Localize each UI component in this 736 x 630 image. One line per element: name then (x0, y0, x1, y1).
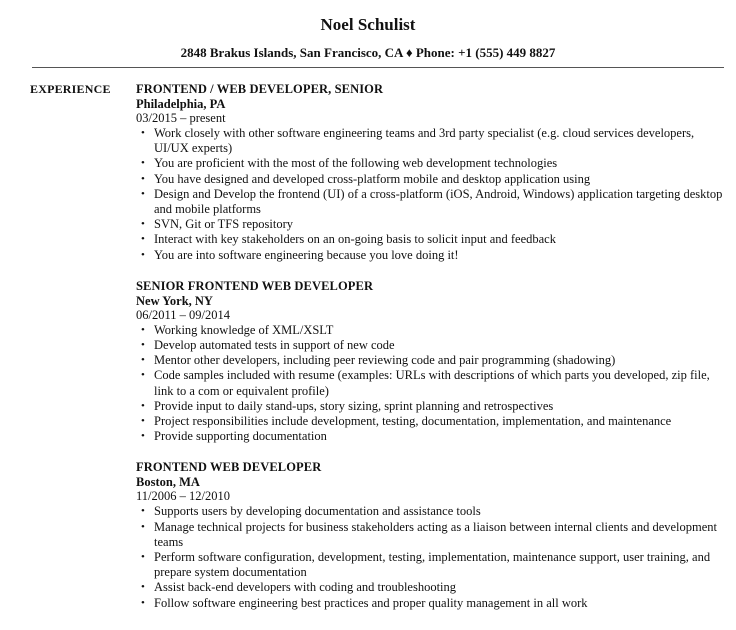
bullet-text: Perform software configuration, development, testing, implementation, maintenance support, user training, and prepare system documentation (154, 550, 711, 580)
job-location: New York, NY (136, 293, 213, 308)
bullet-text: SVN, Git or TFS repository (154, 217, 294, 232)
bullet-text: Provide supporting documentation (154, 429, 327, 444)
job-dates: 03/2015 – present (136, 111, 226, 125)
header-divider (32, 67, 724, 68)
bullet-list (136, 504, 726, 610)
job-location: Boston, MA (136, 475, 200, 490)
bullet-text: Interact with key stakeholders on an on-going basis to solicit input and feedback (154, 232, 556, 247)
bullet-item (136, 368, 726, 398)
bullet-text: Provide input to daily stand-ups, story sizing, sprint planning and retrospectives (154, 398, 554, 413)
bullet-text: Code samples included with resume (examples: URLs with descriptions of which parts you developed, zip file, link to a com or equivalent profile) (154, 368, 710, 398)
bullet-item (136, 126, 726, 156)
bullet-icon: • (141, 127, 145, 139)
bullet-icon: • (141, 157, 145, 170)
bullet-text: Project responsibilities include development, testing, documentation, implementation, and maintenance (154, 414, 672, 429)
bullet-icon: • (141, 581, 145, 594)
bullet-icon: • (141, 520, 145, 533)
bullet-text: Follow software engineering best practices and proper quality management in all work (154, 595, 588, 610)
bullet-icon: • (141, 551, 145, 564)
bullet-icon: • (141, 218, 145, 231)
bullet-icon: • (141, 323, 145, 336)
bullet-icon: • (141, 233, 145, 246)
bullet-item (136, 248, 726, 263)
bullet-item (136, 429, 726, 444)
bullet-icon: • (141, 399, 145, 412)
bullet-item (136, 353, 726, 368)
bullet-icon: • (141, 430, 145, 443)
bullet-item (136, 399, 726, 414)
bullet-icon: • (141, 369, 145, 382)
bullet-item (136, 172, 726, 187)
bullet-item (136, 580, 726, 595)
bullet-text: Manage technical projects for business stakeholders acting as a liaison between internal clients and development teams (154, 519, 718, 549)
job-title: FRONTEND / WEB DEVELOPER, SENIOR (136, 82, 384, 96)
bullet-item (136, 414, 726, 429)
job-title: FRONTEND WEB DEVELOPER (136, 460, 322, 475)
job-title: SENIOR FRONTEND WEB DEVELOPER (136, 278, 374, 293)
bullet-list (136, 323, 726, 445)
job-entry (136, 459, 726, 610)
bullet-text: Supports users by developing documentation and assistance tools (154, 504, 481, 519)
bullet-item (136, 520, 726, 550)
contact-line: 2848 Brakus Islands, San Francisco, CA ♦ Phone: +1 (555) 449 8827 (180, 45, 556, 60)
bullet-icon: • (141, 339, 145, 352)
job-location: Philadelphia, PA (136, 97, 226, 111)
bullet-item (136, 217, 726, 232)
job-entry (136, 278, 726, 445)
bullet-item (136, 504, 726, 519)
bullet-item (136, 550, 726, 580)
bullet-icon: • (141, 172, 145, 185)
bullet-icon: • (141, 596, 145, 609)
bullet-icon: • (141, 505, 145, 518)
section-label-experience: EXPERIENCE (30, 82, 111, 96)
bullet-icon: • (141, 354, 145, 367)
bullet-text: Assist back-end developers with coding and troubleshooting (154, 580, 457, 595)
job-dates: 11/2006 – 12/2010 (136, 489, 230, 504)
bullet-text: Work closely with other software engineering teams and 3rd party specialist (e.g. cloud services developers, UI/UX experts) (154, 126, 695, 156)
bullet-icon: • (141, 187, 145, 200)
bullet-item (136, 323, 726, 338)
bullet-item (136, 187, 726, 217)
bullet-text: Develop automated tests in support of new code (154, 338, 395, 353)
bullet-item (136, 596, 726, 611)
bullet-text: You have designed and developed cross-platform mobile and desktop application using (154, 171, 591, 186)
bullet-text: Design and Develop the frontend (UI) of a cross-platform (iOS, Android, Windows) application targeting desktop and mobile platforms (154, 186, 723, 217)
job-entry (136, 81, 726, 263)
resume-name: Noel Schulist (320, 15, 416, 34)
bullet-icon: • (141, 415, 145, 428)
job-dates: 06/2011 – 09/2014 (136, 307, 230, 322)
bullet-text: You are into software engineering because you love doing it! (154, 247, 459, 262)
bullet-item (136, 338, 726, 353)
bullet-list (136, 126, 726, 263)
bullet-item (136, 232, 726, 247)
experience-list (136, 81, 726, 626)
bullet-text: Mentor other developers, including peer reviewing code and pair programming (shadowing) (154, 353, 616, 368)
bullet-text: Working knowledge of XML/XSLT (154, 322, 334, 337)
bullet-item (136, 156, 726, 171)
bullet-icon: • (141, 248, 145, 261)
bullet-text: You are proficient with the most of the following web development technologies (154, 156, 558, 171)
